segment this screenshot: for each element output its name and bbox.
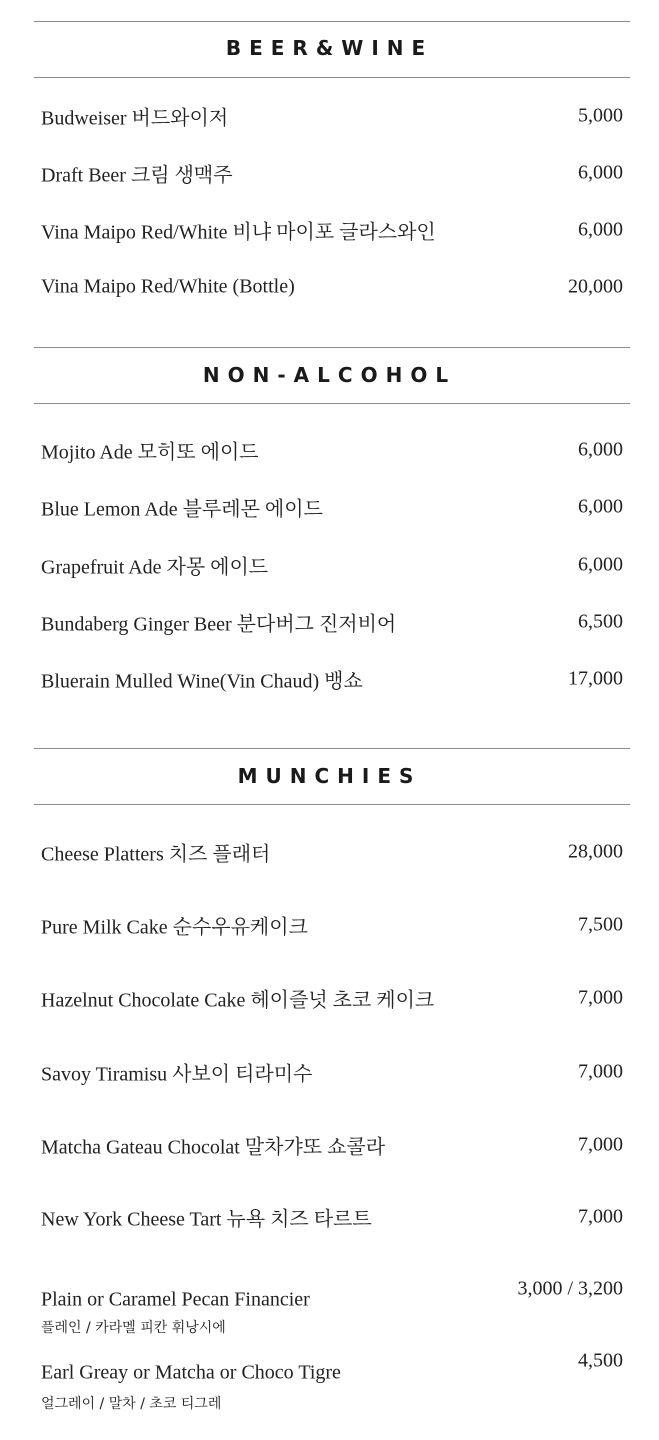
item-price: 7,000 bbox=[578, 1060, 623, 1083]
item-name: Draft Beer 크림 생맥주 bbox=[41, 164, 233, 187]
section-divider bbox=[34, 77, 630, 78]
item-name: Matcha Gateau Chocolat 말차갸또 쇼콜라 bbox=[41, 1136, 386, 1159]
item-price: 20,000 bbox=[568, 275, 623, 298]
item-price: 17,000 bbox=[568, 667, 623, 690]
item-price: 5,000 bbox=[578, 104, 623, 127]
item-name: Plain or Caramel Pecan Financier bbox=[41, 1288, 310, 1311]
section-divider bbox=[34, 804, 630, 805]
item-price: 6,000 bbox=[578, 161, 623, 184]
item-price: 3,000 / 3,200 bbox=[517, 1277, 623, 1300]
item-price: 6,000 bbox=[578, 553, 623, 576]
item-price: 7,000 bbox=[578, 986, 623, 1009]
item-price: 6,500 bbox=[578, 610, 623, 633]
section-title: MUNCHIES bbox=[237, 764, 422, 788]
item-price: 4,500 bbox=[578, 1349, 623, 1372]
item-price: 7,500 bbox=[578, 913, 623, 936]
item-price: 6,000 bbox=[578, 438, 623, 461]
item-name-korean: 얼그레이 / 말차 / 초코 티그레 bbox=[41, 1396, 222, 1412]
item-name: Savoy Tiramisu 사보이 티라미수 bbox=[41, 1063, 313, 1086]
item-name: Bluerain Mulled Wine(Vin Chaud) 뱅쇼 bbox=[41, 670, 363, 693]
item-name: Mojito Ade 모히또 에이드 bbox=[41, 441, 259, 464]
section-title: NON-ALCOHOL bbox=[202, 363, 457, 387]
item-price: 28,000 bbox=[568, 840, 623, 863]
item-price: 6,000 bbox=[578, 218, 623, 241]
item-price: 6,000 bbox=[578, 495, 623, 518]
item-price: 7,000 bbox=[578, 1133, 623, 1156]
item-name: Earl Greay or Matcha or Choco Tigre bbox=[41, 1361, 341, 1384]
item-name: Grapefruit Ade 자몽 에이드 bbox=[41, 556, 269, 579]
item-name-korean: 플레인 / 카라멜 피칸 휘낭시에 bbox=[41, 1320, 226, 1336]
item-name: Vina Maipo Red/White (Bottle) bbox=[41, 275, 295, 298]
section-title: BEER&WINE bbox=[225, 36, 434, 60]
section-divider bbox=[34, 403, 630, 404]
item-name: Cheese Platters 치즈 플래터 bbox=[41, 843, 271, 866]
section-divider bbox=[34, 748, 630, 749]
item-name: New York Cheese Tart 뉴욕 치즈 타르트 bbox=[41, 1208, 372, 1231]
item-name: Pure Milk Cake 순수우유케이크 bbox=[41, 916, 308, 939]
item-name: Budweiser 버드와이저 bbox=[41, 107, 229, 130]
item-price: 7,000 bbox=[578, 1205, 623, 1228]
section-divider bbox=[34, 347, 630, 348]
item-name: Bundaberg Ginger Beer 분다버그 진저비어 bbox=[41, 613, 397, 636]
item-name: Hazelnut Chocolate Cake 헤이즐넛 초코 케이크 bbox=[41, 989, 435, 1012]
item-name: Vina Maipo Red/White 비냐 마이포 글라스와인 bbox=[41, 221, 436, 244]
section-divider bbox=[34, 21, 630, 22]
item-name: Blue Lemon Ade 블루레몬 에이드 bbox=[41, 498, 323, 521]
